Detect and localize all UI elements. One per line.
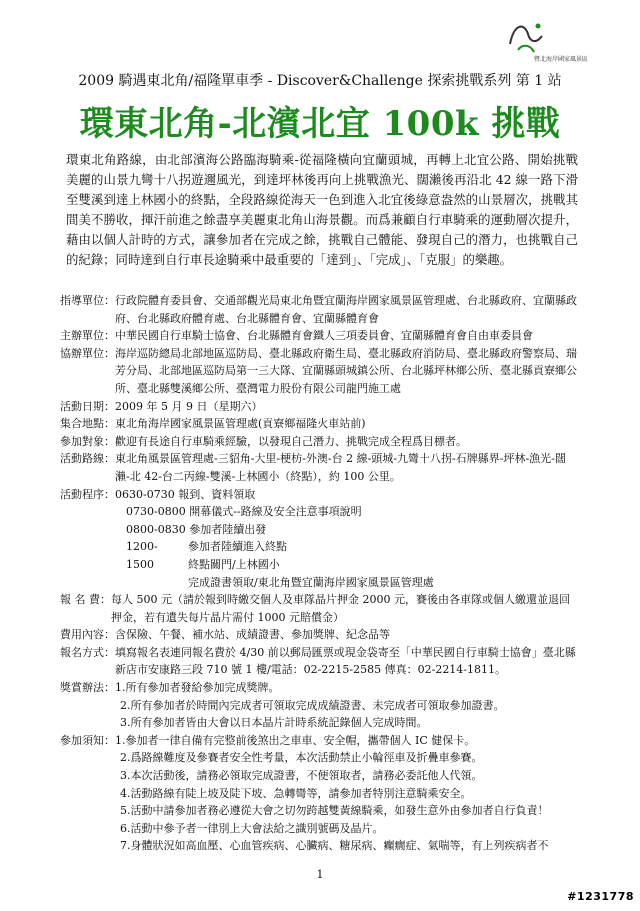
host-row	[60, 327, 580, 345]
schedule-desc: 終點關門/上林國小	[188, 557, 280, 571]
schedule-desc: 參加者陸續進入終點	[188, 540, 287, 554]
event-info	[60, 292, 580, 855]
award-list	[120, 697, 580, 732]
schedule-item-text: 0730-0800 開幕儀式--路線及安全注意事項說明	[126, 505, 362, 519]
date-label: 活動日期：	[60, 399, 115, 413]
includes-value: 含保險、午餐、補水站、成績證書、參加獎牌、紀念品等	[115, 628, 390, 642]
register-row	[60, 644, 580, 679]
notes-row	[60, 732, 580, 750]
award-item: 3.所有參加者皆由大會以日本晶片計時系統記錄個人完成時間。	[120, 716, 428, 730]
fee-value: 每人 500 元（請於報到時繳交個人及車隊晶片押金 2000 元，賽後由各車隊或個人繳還並退回押金，若有遺失每片晶片需付 1000 元賠償金）	[111, 593, 570, 624]
schedule-time: 1200-	[126, 540, 158, 554]
includes-label: 費用內容：	[60, 628, 115, 642]
route-label: 活動路線：	[60, 452, 115, 466]
target-row	[60, 433, 580, 451]
event-subtitle: 2009 騎遇東北角/福隆單車季 - Discover&Challenge 探索挑戰系列 第 1 站	[78, 73, 562, 89]
schedule-item	[126, 556, 580, 574]
schedule-item	[126, 538, 580, 556]
schedule-label: 活動程序：	[60, 487, 115, 501]
schedule-item	[126, 503, 580, 521]
schedule-item	[126, 521, 580, 539]
award-item: 1.所有參加者發給參加完成獎牌。	[115, 681, 280, 695]
note-item: 2.爲路線難度及參賽者安全性考量，本次活動禁止小輪徑車及折疊車參賽。	[120, 751, 483, 765]
organizer-row	[60, 292, 580, 327]
co-organizer-label: 協辦單位：	[60, 346, 115, 360]
award-label: 獎賞辦法：	[60, 681, 115, 695]
intro-paragraph: 環東北角路線，由北部濱海公路臨海騎乘-從福隆橫向宜蘭頭城，再轉上北宜公路、開始挑戰美麗的山景九彎十八拐遊邇風光，到達坪林後再向上挑戰漁光、闊瀨後再沿北 42 線一路下滑至雙溪到達上林國小的終點，全段路線從海天一色到進入北宜後綠意盎然的山景層次，挑戰其間美不勝收，揮汗前進之餘盡享美麗東北角山海景觀。而爲兼顧自行車騎乘的運動層次提升，藉由以個人計時的方式，讓參加者在完成之餘，挑戰自己體能、發現自己的潛力，也挑戰自己的紀錄；同時達到自行車長途騎乘中最重要的「達到」、「完成」、「克服」的樂趣。	[66, 152, 578, 267]
note-item: 3.本次活動後，請務必領取完成證書，不便領取者，請務必委託他人代領。	[120, 769, 483, 783]
fee-label: 報 名 費：	[60, 593, 111, 607]
schedule-item-text: 0800-0830 參加者陸續出發	[126, 522, 267, 536]
schedule-time: 1500	[126, 557, 154, 571]
notes-label: 參加須知：	[60, 733, 115, 747]
venue-row	[60, 415, 580, 433]
schedule-extra: 完成證書領取/東北角暨宜蘭海岸國家風景區管理處	[188, 575, 434, 589]
host-value: 中華民國自行車騎士協會、台北縣體育會鐵人三項委員會、宜蘭縣體育會自由車委員會	[115, 329, 533, 343]
logo-text: 暨北海岸國家風景區	[534, 56, 589, 63]
includes-row	[60, 626, 580, 644]
note-item: 5.活動中請參加者務必遵從大會之切勿跨越雙黃線騎乘，如發生意外由參加者自行負責！	[120, 804, 549, 818]
note-item: 7.身體狀況如高血壓、心血管疾病、心臟病、糖尿病、癲癇症、氣喘等，有上列疾病者不	[120, 839, 549, 853]
logo-mark-icon	[504, 14, 548, 58]
fee-row	[60, 591, 580, 626]
page-number: 1	[316, 868, 324, 881]
venue-label: 集合地點：	[60, 417, 115, 431]
logo	[496, 14, 616, 63]
organizer-value: 行政院體育委員會、交通部觀光局東北角暨宜蘭海岸國家風景區管理處、台北縣政府、宜蘭縣政府、台北縣政府體育處、台北縣體育會、宜蘭縣體育會	[115, 294, 577, 325]
note-item: 6.活動中參予者一律別上大會法給之識別號碼及晶片。	[120, 821, 384, 835]
register-value: 填寫報名表連同報名費於 4/30 前以郵局匯票或現金袋寄至「中華民國自行車騎士協會」臺北縣新店市安康路三段 710 號 1 樓/電話：02-2215-2585 傳真：02-2214-1811。	[115, 645, 576, 677]
date-value: 2009 年 5 月 9 日（星期六）	[115, 399, 263, 413]
register-label: 報名方式：	[60, 645, 115, 659]
schedule-first: 0630-0730 報到、資料領取	[115, 487, 256, 501]
route-value: 東北角風景區管理處-三貂角-大里-梗枋-外澳-台 2 線-頭城-九彎十八拐-石牌縣界-坪林-漁光-闊瀨-北 42-台二丙線-雙溪-上林國小（終點），約 100 公里。	[115, 452, 566, 483]
target-value: 歡迎有長途自行車騎乘經驗，以發現自己潛力、挑戰完成全程爲目標者。	[115, 434, 467, 448]
co-organizer-row	[60, 345, 580, 398]
notes-list	[120, 749, 580, 855]
route-row	[60, 450, 580, 485]
host-label: 主辦單位：	[60, 329, 115, 343]
organizer-label: 指導單位：	[60, 294, 115, 307]
target-label: 參加對象：	[60, 434, 115, 448]
award-row	[60, 679, 580, 697]
date-row	[60, 398, 580, 416]
award-item: 2.所有參加者於時間內完成者可領取完成成績證書、未完成者可領取參加證書。	[120, 698, 505, 712]
schedule-list	[126, 503, 580, 591]
note-item: 1.參加者一律自備有完整前後煞出之車車、安全帽，攜帶個人 IC 健保卡。	[115, 733, 476, 747]
schedule-row	[60, 486, 580, 504]
event-title: 環東北角-北濱北宜 100k 挑戰	[79, 104, 561, 144]
note-item: 4.活動路線有陡上坡及陡下坡、急轉彎等，請參加者特別注意騎乘安全。	[120, 786, 472, 800]
id-tag: #1231778	[567, 890, 634, 903]
co-organizer-value: 海岸巡防總局北部地區巡防局、臺北縣政府衛生局、臺北縣政府消防局、臺北縣政府警察局、瑞芳分局、北部地區巡防局第一三大隊、宜蘭縣頭城鎮公所、台北縣坪林鄉公所、臺北縣貢寮鄉公所、臺北縣雙溪鄉公所、臺灣電力股份有限公司龍門施工處	[115, 346, 577, 395]
venue-value: 東北角海岸國家風景區管理處(貢寮鄉福隆火車站前)	[115, 417, 366, 431]
